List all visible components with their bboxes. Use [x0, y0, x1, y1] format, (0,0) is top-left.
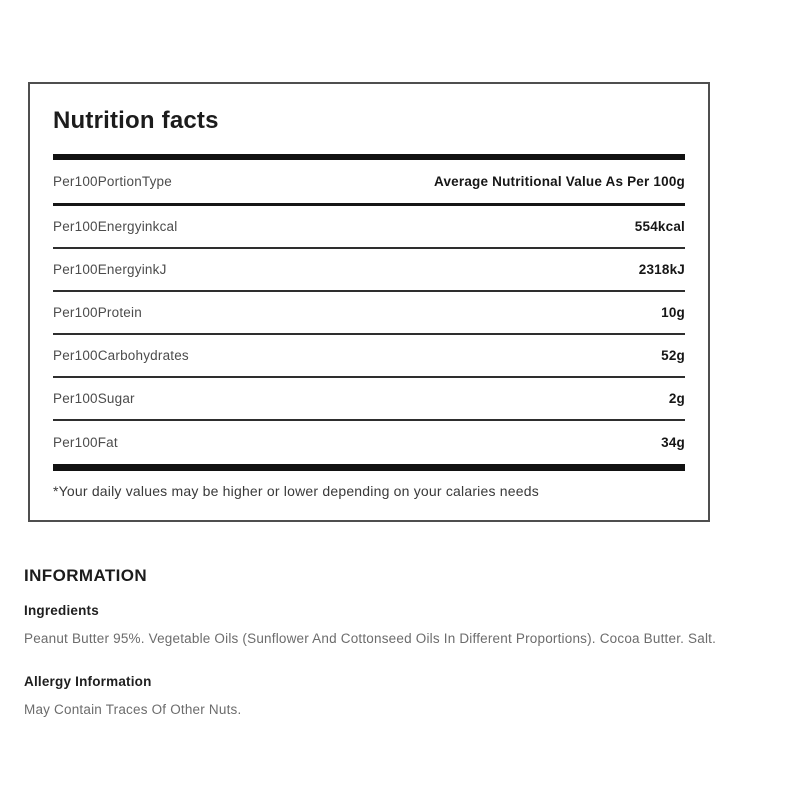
panel-title: Nutrition facts: [53, 107, 219, 134]
table-header-row: [53, 160, 685, 206]
allergy-text: May Contain Traces Of Other Nuts.: [24, 702, 242, 717]
row-value: 554kcal: [634, 219, 685, 234]
table-row-energy-kcal: [53, 206, 685, 249]
row-label: Per100EnergyinkJ: [53, 262, 167, 277]
table-row-fat: [53, 421, 685, 464]
nutrition-facts-panel: [28, 82, 710, 522]
row-value: 34g: [661, 435, 685, 450]
information-section: [24, 558, 784, 717]
row-label: Per100Sugar: [53, 391, 135, 406]
ingredients-text: Peanut Butter 95%. Vegetable Oils (Sunflower And Cottonseed Oils In Different Proportions). Cocoa Butter. Salt.: [24, 631, 717, 646]
table-row-sugar: [53, 378, 685, 421]
separator-bar-bottom: [53, 464, 685, 471]
ingredients-heading: Ingredients: [24, 603, 99, 618]
table-row-protein: [53, 292, 685, 335]
table-row-carbohydrates: [53, 335, 685, 378]
row-label: Per100Carbohydrates: [53, 348, 189, 363]
table-row-energy-kj: [53, 249, 685, 292]
allergy-heading: Allergy Information: [24, 674, 152, 689]
header-label: Per100PortionType: [53, 174, 172, 189]
row-label: Per100Energyinkcal: [53, 219, 178, 234]
information-heading: INFORMATION: [24, 566, 148, 585]
daily-values-footnote: *Your daily values may be higher or lower depending on your calaries needs: [53, 483, 539, 499]
row-value: 52g: [661, 348, 685, 363]
row-label: Per100Fat: [53, 435, 118, 450]
row-value: 2g: [668, 391, 685, 406]
row-label: Per100Protein: [53, 305, 142, 320]
row-value: 10g: [661, 305, 685, 320]
row-value: 2318kJ: [638, 262, 685, 277]
header-value: Average Nutritional Value As Per 100g: [434, 174, 685, 189]
